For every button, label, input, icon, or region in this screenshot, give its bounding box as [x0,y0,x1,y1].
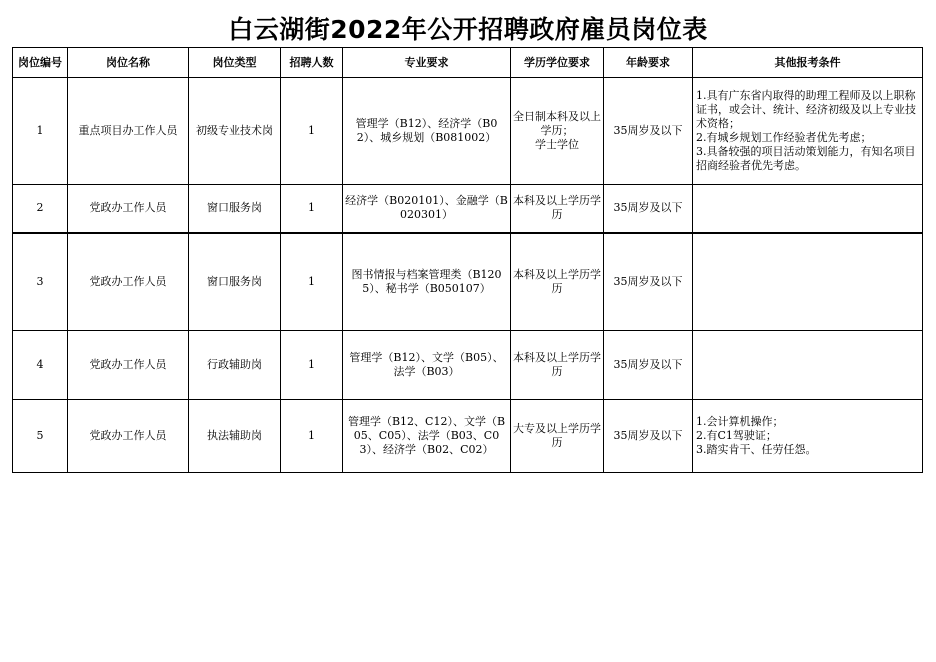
cell-major-requirement: 图书情报与档案管理类（B1205）、秘书学（B050107） [343,233,511,331]
cell-age-requirement: 35周岁及以下 [604,331,693,400]
condition-line: 1.具有广东省内取得的助理工程师及以上职称证书，或会计、统计、经济初级及以上专业技术资格； [696,89,916,130]
condition-line: 3.具备较强的项目活动策划能力，有知名项目招商经验者优先考虑。 [696,145,916,172]
cell-education-requirement: 本科及以上学历学历 [511,185,604,233]
cell-position-name: 党政办工作人员 [68,185,189,233]
cell-major-requirement: 管理学（B12）、经济学（B02）、城乡规划（B081002） [343,78,511,185]
cell-position-type: 行政辅助岗 [189,331,281,400]
header-other-conditions: 其他报考条件 [693,48,923,78]
cell-position-type: 窗口服务岗 [189,233,281,331]
table-row [13,233,923,331]
cell-position-name: 党政办工作人员 [68,331,189,400]
cell-age-requirement: 35周岁及以下 [604,233,693,331]
cell-position-type: 窗口服务岗 [189,185,281,233]
page-title: 白云湖街2022年公开招聘政府雇员岗位表 [228,15,708,44]
cell-hiring-count: 1 [281,233,343,331]
cell-position-name: 重点项目办工作人员 [68,78,189,185]
header-position-id: 岗位编号 [13,48,68,78]
table-row [13,331,923,400]
table-row [13,78,923,185]
header-hiring-count: 招聘人数 [281,48,343,78]
table-row [13,400,923,473]
condition-line: 2.有城乡规划工作经验者优先考虑； [696,131,872,144]
cell-position-type: 执法辅助岗 [189,400,281,473]
cell-other-conditions [693,78,923,185]
cell-education-requirement: 本科及以上学历学历 [511,233,604,331]
header-position-name: 岗位名称 [68,48,189,78]
cell-other-conditions [693,331,923,400]
cell-major-requirement: 管理学（B12）、文学（B05）、法学（B03） [343,331,511,400]
cell-position-id: 4 [13,331,68,400]
cell-hiring-count: 1 [281,331,343,400]
cell-hiring-count: 1 [281,78,343,185]
cell-age-requirement: 35周岁及以下 [604,400,693,473]
cell-other-conditions [693,400,923,473]
table-header-row [13,48,923,78]
cell-education-requirement: 全日制本科及以上学历； 学士学位 [511,78,604,185]
cell-major-requirement: 经济学（B020101）、金融学（B020301） [343,185,511,233]
cell-other-conditions [693,233,923,331]
cell-age-requirement: 35周岁及以下 [604,78,693,185]
cell-age-requirement: 35周岁及以下 [604,185,693,233]
condition-line: 2.有C1驾驶证； [696,429,777,442]
header-education-requirement: 学历学位要求 [511,48,604,78]
cell-education-requirement: 大专及以上学历学历 [511,400,604,473]
cell-education-requirement: 本科及以上学历学历 [511,331,604,400]
header-major-requirement: 专业要求 [343,48,511,78]
cell-hiring-count: 1 [281,400,343,473]
header-position-type: 岗位类型 [189,48,281,78]
cell-position-id: 2 [13,185,68,233]
cell-position-id: 5 [13,400,68,473]
table-row [13,185,923,233]
job-position-table [12,47,923,473]
condition-line: 1.会计算机操作； [696,415,784,428]
condition-line: 3.踏实肯干、任劳任怨。 [696,443,817,456]
cell-other-conditions [693,185,923,233]
cell-position-type: 初级专业技术岗 [189,78,281,185]
cell-position-id: 3 [13,233,68,331]
header-age-requirement: 年龄要求 [604,48,693,78]
cell-position-id: 1 [13,78,68,185]
cell-position-name: 党政办工作人员 [68,400,189,473]
cell-position-name: 党政办工作人员 [68,233,189,331]
cell-major-requirement: 管理学（B12、C12）、文学（B05、C05）、法学（B03、C03）、经济学（B02、C02） [343,400,511,473]
cell-hiring-count: 1 [281,185,343,233]
